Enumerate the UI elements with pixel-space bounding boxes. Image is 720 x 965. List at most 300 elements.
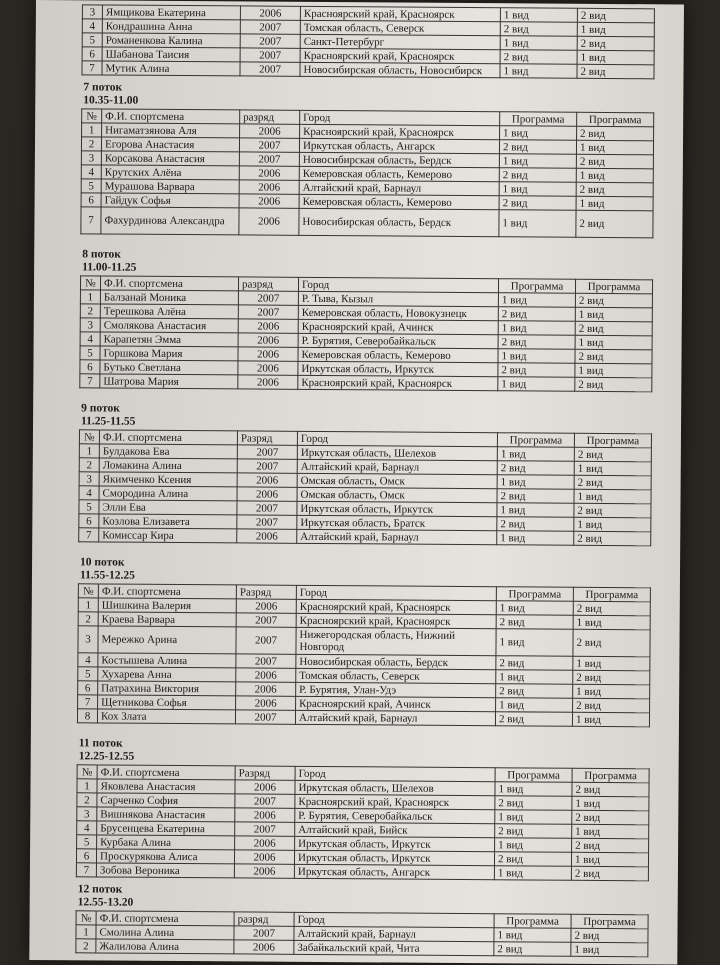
cell-p1: 1 вид	[497, 503, 574, 518]
cell-n: 5	[77, 835, 97, 849]
cell-rank: 2007	[235, 822, 295, 836]
cell-n: 4	[81, 165, 101, 179]
cell-n: 8	[77, 709, 97, 723]
cell-p2: 2 вид	[572, 782, 649, 797]
cell-city: Р. Бурятия, Северобайкальск	[295, 808, 495, 823]
header-n: №	[76, 911, 96, 925]
cell-name: Брусенцева Екатерина	[97, 821, 235, 836]
cell-p1: 1 вид	[495, 782, 572, 797]
cell-rank: 2006	[235, 836, 295, 850]
cell-name: Кох Злата	[97, 709, 235, 724]
cell-rank: 2006	[236, 682, 296, 696]
cell-name: Нигаматзянова Аля	[102, 123, 240, 138]
cell-p1: 1 вид	[498, 293, 575, 308]
cell-rank: 2007	[240, 20, 300, 34]
schedule-block	[75, 883, 655, 957]
cell-name: Романенкова Калина	[102, 33, 240, 48]
schedule-block	[76, 737, 657, 881]
cell-n: 3	[77, 807, 97, 821]
participants-table	[80, 108, 654, 238]
cell-n: 1	[79, 444, 99, 458]
cell-city: Красноярский край, Красноярск	[295, 794, 495, 809]
cell-p1: 1 вид	[496, 629, 573, 657]
cell-name: Элли Ева	[99, 500, 237, 515]
cell-city: Томская область, Северск	[300, 20, 500, 35]
header-rank: разряд	[234, 912, 294, 926]
cell-rank: 2007	[238, 305, 298, 319]
cell-p2: 2 вид	[572, 838, 649, 853]
table-row	[78, 626, 650, 657]
header-name: Ф.И. спортсмена	[98, 584, 236, 599]
header-rank: разряд	[238, 277, 298, 291]
header-p1: Программа	[497, 433, 574, 448]
cell-n: 2	[77, 793, 97, 807]
cell-n: 2	[80, 304, 100, 318]
header-rank: разряд	[240, 110, 300, 124]
cell-p1: 2 вид	[500, 22, 577, 37]
cell-name: Ломакина Алина	[99, 458, 237, 473]
cell-name: Егорова Анастасия	[101, 137, 239, 152]
cell-n: 5	[79, 500, 99, 514]
cell-p1: 1 вид	[494, 928, 571, 943]
header-n: №	[80, 276, 100, 290]
cell-city: Нижегородская область, Нижний Новгород	[296, 627, 496, 655]
flow-time: 12.55-13.20	[77, 896, 134, 909]
cell-p2: 2 вид	[573, 601, 650, 616]
cell-p1: 2 вид	[495, 796, 572, 811]
cell-n: 3	[81, 151, 101, 165]
cell-p1: 1 вид	[497, 531, 574, 546]
cell-city: Красноярский край, Красноярск	[300, 124, 500, 139]
cell-p1: 2 вид	[497, 489, 574, 504]
cell-name: Терешкова Алёна	[100, 304, 238, 319]
cell-p1: 1 вид	[494, 866, 571, 881]
cell-name: Крутских Алёна	[101, 165, 239, 180]
cell-p2: 2 вид	[573, 670, 650, 685]
cell-name: Жалилова Алина	[96, 939, 234, 954]
cell-city: Р. Тыва, Кызыл	[298, 291, 498, 306]
cell-p2: 2 вид	[571, 866, 648, 881]
cell-rank: 2006	[238, 333, 298, 347]
cell-name: Козлова Елизавета	[99, 514, 237, 529]
cell-city: Иркутская область, Ангарск	[294, 864, 494, 879]
cell-name: Карапетян Эмма	[100, 332, 238, 347]
cell-p1: 2 вид	[500, 50, 577, 65]
table-row	[81, 207, 653, 238]
cell-p1: 2 вид	[495, 824, 572, 839]
cell-city: Алтайский край, Барнаул	[297, 529, 497, 544]
cell-city: Кемеровская область, Кемерово	[299, 166, 499, 181]
schedule-block	[79, 248, 660, 392]
cell-n: 6	[81, 193, 101, 207]
cell-p1: 2 вид	[497, 517, 574, 532]
header-p2: Программа	[575, 279, 652, 294]
cell-p1: 1 вид	[498, 377, 575, 392]
cell-p2: 1 вид	[576, 196, 653, 211]
cell-n: 1	[77, 779, 97, 793]
cell-name: Якимченко Ксения	[99, 472, 237, 487]
cell-city: Омская область, Омск	[297, 487, 497, 502]
cell-rank: 2007	[237, 501, 297, 515]
cell-p1: 2 вид	[499, 168, 576, 183]
cell-city: Красноярский край, Красноярск	[300, 48, 500, 63]
header-p2: Программа	[571, 914, 648, 929]
cell-city: Иркутская область, Иркутск	[297, 501, 497, 516]
cell-n: 1	[80, 290, 100, 304]
cell-n: 2	[76, 939, 96, 953]
cell-n: 5	[80, 346, 100, 360]
header-name: Ф.И. спортсмена	[97, 765, 235, 780]
header-p1: Программа	[496, 587, 573, 602]
participants-table	[79, 275, 653, 392]
cell-n: 3	[80, 318, 100, 332]
cell-n: 7	[80, 374, 100, 388]
cell-n: 3	[78, 626, 98, 653]
cell-p2: 2 вид	[575, 349, 652, 364]
cell-name: Горшкова Мария	[100, 346, 238, 361]
cell-rank: 2006	[234, 940, 294, 954]
cell-p2: 1 вид	[576, 140, 653, 155]
cell-p2: 1 вид	[574, 517, 651, 532]
cell-name: Хухарева Анна	[98, 667, 236, 682]
flow-time: 11.55-12.25	[79, 569, 135, 582]
cell-name: Шабанова Таисия	[102, 47, 240, 62]
cell-rank: 2007	[237, 445, 297, 459]
cell-p2: 1 вид	[571, 942, 648, 957]
cell-n: 6	[76, 849, 96, 863]
header-name: Ф.И. спортсмена	[96, 911, 234, 926]
cell-p1: 1 вид	[495, 810, 572, 825]
cell-n: 7	[81, 207, 101, 234]
cell-n: 7	[82, 61, 102, 75]
cell-p2: 1 вид	[575, 335, 652, 350]
cell-city: Кемеровская область, Новокузнецк	[298, 305, 498, 320]
cell-name: Булдакова Ева	[99, 444, 237, 459]
cell-p1: 2 вид	[498, 363, 575, 378]
cell-rank: 2006	[236, 599, 296, 613]
cell-p1: 2 вид	[494, 942, 571, 957]
cell-name: Щетникова Софья	[98, 695, 236, 710]
flow-title: 8 поток	[82, 248, 122, 261]
cell-p2: 2 вид	[574, 531, 651, 546]
schedule-block	[78, 402, 659, 546]
cell-p1: 2 вид	[494, 852, 571, 867]
cell-city: Красноярский край, Красноярск	[296, 599, 496, 614]
header-rank: Разряд	[237, 431, 297, 445]
header-rank: Разряд	[236, 585, 296, 599]
cell-city: Томская область, Северск	[296, 668, 496, 683]
cell-p2: 2 вид	[574, 447, 651, 462]
cell-name: Костышева Алина	[98, 653, 236, 668]
cell-p1: 2 вид	[498, 335, 575, 350]
cell-p1: 1 вид	[496, 670, 573, 685]
cell-p1: 2 вид	[496, 615, 573, 630]
cell-name: Корсакова Анастасия	[101, 151, 239, 166]
cell-rank: 2006	[234, 850, 294, 864]
cell-p1: 1 вид	[497, 447, 574, 462]
cell-rank: 2006	[237, 487, 297, 501]
header-p1: Программа	[494, 914, 571, 929]
header-city: Город	[296, 585, 496, 600]
cell-p2: 2 вид	[575, 293, 652, 308]
cell-p2: 2 вид	[573, 698, 650, 713]
header-p2: Программа	[574, 433, 651, 448]
header-p2: Программа	[577, 112, 654, 127]
cell-city: Р. Бурятия, Северобайкальск	[298, 333, 498, 348]
cell-city: Алтайский край, Барнаул	[297, 459, 497, 474]
cell-city: Кемеровская область, Кемерово	[298, 347, 498, 362]
cell-rank: 2006	[240, 124, 300, 138]
cell-p2: 2 вид	[571, 928, 648, 943]
cell-name: Ямщикова Екатерина	[102, 5, 240, 20]
cell-p2: 2 вид	[575, 377, 652, 392]
cell-rank: 2007	[240, 34, 300, 48]
participants-table	[75, 910, 648, 957]
cell-city: Новосибирская область, Бердск	[296, 654, 496, 669]
cell-name: Смолякова Анастасия	[100, 318, 238, 333]
cell-p2: 2 вид	[577, 8, 654, 23]
cell-p2: 2 вид	[575, 321, 652, 336]
cell-p1: 1 вид	[500, 126, 577, 141]
cell-rank: 2007	[236, 654, 296, 668]
cell-p2: 1 вид	[577, 50, 654, 65]
cell-name: Мутик Алина	[102, 61, 240, 76]
cell-n: 6	[82, 47, 102, 61]
cell-n: 2	[81, 137, 101, 151]
cell-n: 7	[76, 863, 96, 877]
cell-rank: 2007	[238, 291, 298, 305]
participants-table	[76, 764, 650, 881]
cell-p2: 1 вид	[572, 824, 649, 839]
cell-city: Р. Бурятия, Улан-Удэ	[296, 682, 496, 697]
cell-n: 3	[82, 5, 102, 19]
flow-time: 12.25-12.55	[78, 750, 135, 763]
cell-p2: 2 вид	[573, 629, 650, 657]
cell-rank: 2007	[239, 138, 299, 152]
cell-name: Курбака Алина	[97, 835, 235, 850]
cell-n: 5	[78, 667, 98, 681]
cell-p1: 1 вид	[498, 349, 575, 364]
cell-p2: 2 вид	[574, 503, 651, 518]
cell-rank: 2006	[238, 347, 298, 361]
cell-rank: 2006	[238, 361, 298, 375]
cell-name: Смородина Алина	[99, 486, 237, 501]
cell-rank: 2006	[238, 375, 298, 389]
cell-n: 1	[78, 598, 98, 612]
cell-city: Иркутская область, Иркутск	[295, 836, 495, 851]
cell-city: Иркутская область, Ангарск	[299, 138, 499, 153]
cell-city: Красноярский край, Красноярск	[300, 6, 500, 21]
cell-rank: 2007	[240, 62, 300, 76]
cell-p2: 1 вид	[574, 489, 651, 504]
header-p1: Программа	[498, 279, 575, 294]
cell-rank: 2007	[236, 627, 296, 654]
cell-city: Красноярский край, Ачинск	[298, 319, 498, 334]
schedule-block	[80, 81, 661, 238]
header-n: №	[77, 765, 97, 779]
cell-rank: 2007	[235, 710, 295, 724]
header-rank: Разряд	[235, 766, 295, 780]
participants-table	[78, 429, 652, 546]
cell-rank: 2007	[239, 152, 299, 166]
cell-p1: 1 вид	[500, 36, 577, 51]
paper-sheet	[29, 0, 684, 965]
cell-p2: 1 вид	[575, 363, 652, 378]
cell-name: Проскурякова Алиса	[96, 849, 234, 864]
cell-city: Алтайский край, Барнаул	[299, 180, 499, 195]
cell-p2: 1 вид	[573, 684, 650, 699]
cell-city: Иркутская область, Шелехов	[297, 445, 497, 460]
cell-city: Иркутская область, Шелехов	[295, 780, 495, 795]
cell-rank: 2006	[240, 6, 300, 20]
cell-p2: 1 вид	[571, 852, 648, 867]
cell-p2: 2 вид	[577, 126, 654, 141]
cell-p1: 2 вид	[496, 656, 573, 671]
cell-rank: 2007	[235, 794, 295, 808]
document-body	[75, 4, 662, 963]
cell-p2: 1 вид	[573, 656, 650, 671]
cell-p1: 2 вид	[495, 712, 572, 727]
cell-rank: 2007	[240, 48, 300, 62]
cell-rank: 2006	[237, 529, 297, 543]
cell-name: Шишкина Валерия	[98, 598, 236, 613]
cell-n: 7	[78, 695, 98, 709]
header-name: Ф.И. спортсмена	[100, 276, 238, 291]
header-p2: Программа	[572, 768, 649, 783]
cell-city: Алтайский край, Барнаул	[294, 926, 494, 941]
cell-n: 1	[76, 925, 96, 939]
cell-name: Кондрашина Анна	[102, 19, 240, 34]
cell-p2: 1 вид	[572, 796, 649, 811]
flow-title: 7 поток	[83, 81, 123, 94]
flow-time: 10.35-11.00	[83, 94, 139, 107]
cell-p1: 1 вид	[500, 8, 577, 23]
cell-rank: 2006	[236, 668, 296, 682]
cell-rank: 2006	[238, 319, 298, 333]
cell-n: 2	[78, 612, 98, 626]
cell-p1: 2 вид	[499, 140, 576, 155]
cell-n: 2	[79, 458, 99, 472]
cell-p2: 1 вид	[572, 712, 649, 727]
header-n: №	[78, 584, 98, 598]
cell-city: Новосибирская область, Новосибирск	[300, 62, 500, 77]
schedule-block	[77, 556, 658, 727]
cell-p1: 1 вид	[496, 601, 573, 616]
cell-rank: 2007	[234, 926, 294, 940]
cell-p1: 1 вид	[500, 64, 577, 79]
cell-p2: 1 вид	[573, 615, 650, 630]
cell-p2: 2 вид	[574, 475, 651, 490]
cell-n: 6	[79, 514, 99, 528]
cell-city: Новосибирская область, Бердск	[299, 208, 499, 236]
cell-name: Смолина Алина	[96, 925, 234, 940]
cell-p1: 1 вид	[499, 154, 576, 169]
schedule-block	[81, 4, 661, 79]
header-p1: Программа	[495, 768, 572, 783]
cell-n: 6	[80, 360, 100, 374]
cell-n: 5	[81, 179, 101, 193]
cell-name: Балзанай Моника	[100, 290, 238, 305]
cell-p1: 2 вид	[498, 307, 575, 322]
cell-p2: 2 вид	[577, 64, 654, 79]
cell-p1: 1 вид	[496, 698, 573, 713]
cell-rank: 2006	[239, 180, 299, 194]
cell-p2: 1 вид	[576, 168, 653, 183]
cell-rank: 2007	[237, 459, 297, 473]
header-p1: Программа	[500, 112, 577, 127]
header-n: №	[79, 430, 99, 444]
cell-city: Новосибирская область, Бердск	[299, 152, 499, 167]
cell-rank: 2006	[237, 473, 297, 487]
cell-city: Алтайский край, Барнаул	[295, 710, 495, 725]
cell-name: Бутько Светлана	[100, 360, 238, 375]
cell-name: Мурашова Варвара	[101, 179, 239, 194]
cell-city: Омская область, Омск	[297, 473, 497, 488]
cell-n: 4	[77, 821, 97, 835]
participants-table	[81, 4, 654, 79]
cell-p1: 1 вид	[498, 321, 575, 336]
cell-p1: 2 вид	[497, 461, 574, 476]
cell-city: Иркутская область, Иркутск	[298, 361, 498, 376]
cell-name: Зобова Вероника	[96, 863, 234, 878]
flow-time: 11.25-11.55	[81, 415, 136, 428]
cell-city: Забайкальский край, Чита	[294, 940, 494, 955]
cell-rank: 2007	[236, 613, 296, 627]
cell-name: Гайдук Софья	[101, 193, 239, 208]
cell-rank: 2006	[235, 780, 295, 794]
cell-city: Красноярский край, Ачинск	[296, 696, 496, 711]
cell-name: Вишнякова Анастасия	[97, 807, 235, 822]
header-city: Город	[298, 277, 498, 292]
cell-p2: 1 вид	[575, 307, 652, 322]
header-n: №	[82, 109, 102, 123]
cell-n: 4	[82, 19, 102, 33]
cell-name: Краева Варвара	[98, 612, 236, 627]
cell-city: Красноярский край, Красноярск	[298, 375, 498, 390]
cell-p2: 2 вид	[576, 182, 653, 197]
header-name: Ф.И. спортсмена	[99, 430, 237, 445]
cell-p1: 1 вид	[499, 210, 576, 238]
cell-p2: 2 вид	[576, 210, 653, 238]
flow-time: 11.00-11.25	[82, 261, 137, 274]
cell-city: Кемеровская область, Кемерово	[299, 194, 499, 209]
cell-rank: 2006	[235, 808, 295, 822]
cell-name: Мережко Арина	[98, 626, 236, 654]
cell-n: 1	[82, 123, 102, 137]
cell-p1: 1 вид	[499, 182, 576, 197]
cell-p2: 2 вид	[577, 36, 654, 51]
header-p2: Программа	[573, 587, 650, 602]
cell-p2: 1 вид	[577, 22, 654, 37]
cell-rank: 2006	[239, 208, 299, 235]
cell-rank: 2006	[234, 864, 294, 878]
cell-city: Иркутская область, Иркутск	[294, 850, 494, 865]
cell-p1: 1 вид	[495, 838, 572, 853]
cell-city: Санкт-Петербург	[300, 34, 500, 49]
header-city: Город	[300, 110, 500, 125]
cell-n: 3	[79, 472, 99, 486]
cell-rank: 2006	[239, 166, 299, 180]
cell-city: Алтайский край, Бийск	[295, 822, 495, 837]
cell-n: 4	[78, 653, 98, 667]
header-city: Город	[297, 431, 497, 446]
cell-city: Красноярский край, Красноярск	[296, 613, 496, 628]
flow-title: 12 поток	[77, 883, 123, 896]
cell-p2: 2 вид	[572, 810, 649, 825]
cell-p1: 1 вид	[497, 475, 574, 490]
cell-n: 5	[82, 33, 102, 47]
cell-city: Иркутская область, Братск	[297, 515, 497, 530]
